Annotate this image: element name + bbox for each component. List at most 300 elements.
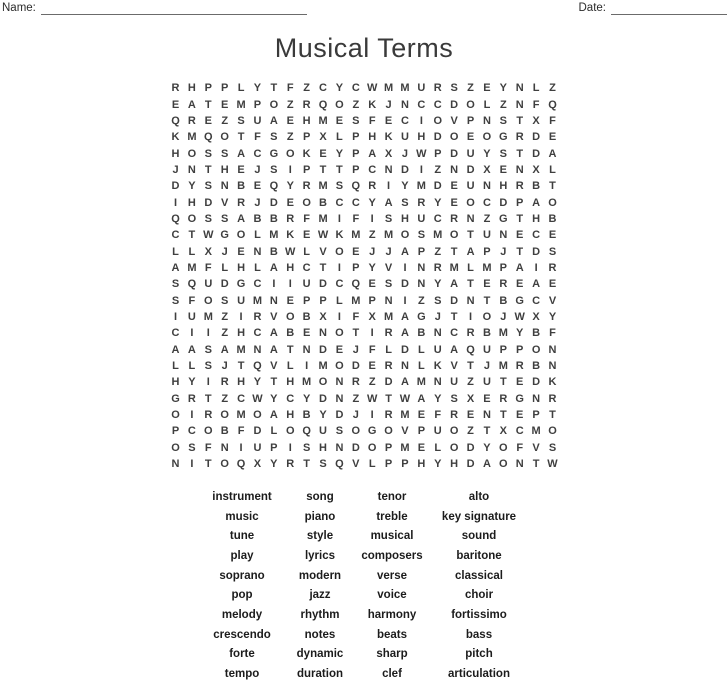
grid-letter: N — [544, 342, 560, 358]
grid-letter: R — [233, 194, 249, 210]
grid-letter: P — [200, 80, 216, 96]
word-list-item: beats — [353, 625, 431, 645]
grid-letter: R — [364, 178, 380, 194]
grid-letter: P — [397, 456, 413, 472]
grid-letter: N — [413, 276, 429, 292]
grid-letter: E — [446, 178, 462, 194]
grid-letter: E — [512, 374, 528, 390]
grid-letter: L — [184, 243, 200, 259]
grid-letter: H — [233, 374, 249, 390]
grid-letter: J — [216, 243, 232, 259]
grid-letter: S — [348, 113, 364, 129]
grid-letter: E — [298, 227, 314, 243]
grid-letter: B — [479, 325, 495, 341]
word-list-item: instrument — [197, 487, 287, 507]
grid-letter: Q — [544, 96, 560, 112]
grid-letter: O — [266, 96, 282, 112]
grid-letter: O — [446, 129, 462, 145]
grid-letter: A — [397, 243, 413, 259]
grid-letter: T — [233, 358, 249, 374]
grid-letter: F — [298, 211, 314, 227]
grid-letter: U — [479, 227, 495, 243]
grid-letter: J — [495, 243, 511, 259]
grid-letter: D — [430, 178, 446, 194]
grid-letter: M — [184, 129, 200, 145]
grid-letter: U — [249, 440, 265, 456]
grid-letter: D — [495, 194, 511, 210]
grid-letter: G — [233, 276, 249, 292]
grid-letter: N — [167, 456, 183, 472]
grid-letter: U — [298, 276, 314, 292]
grid-letter: A — [184, 342, 200, 358]
grid-letter: E — [544, 276, 560, 292]
grid-letter: N — [331, 391, 347, 407]
word-list-item: harmony — [353, 605, 431, 625]
grid-letter: O — [446, 440, 462, 456]
grid-letter: V — [397, 423, 413, 439]
word-list — [197, 487, 527, 684]
grid-letter: N — [266, 292, 282, 308]
grid-letter: Y — [430, 456, 446, 472]
grid-letter: K — [298, 145, 314, 161]
grid-letter: L — [282, 358, 298, 374]
grid-letter: T — [266, 374, 282, 390]
grid-letter: O — [167, 407, 183, 423]
grid-letter: V — [528, 440, 544, 456]
grid-letter: A — [544, 145, 560, 161]
grid-letter: V — [446, 113, 462, 129]
word-list-item: notes — [287, 625, 353, 645]
grid-letter: I — [298, 358, 314, 374]
grid-letter: S — [216, 145, 232, 161]
grid-letter: H — [495, 178, 511, 194]
grid-letter: A — [397, 374, 413, 390]
grid-letter: M — [495, 358, 511, 374]
grid-letter: C — [397, 113, 413, 129]
grid-letter: I — [380, 178, 396, 194]
grid-letter: C — [249, 325, 265, 341]
grid-letter: A — [266, 260, 282, 276]
word-list-item: dynamic — [287, 645, 353, 665]
grid-letter: R — [544, 260, 560, 276]
grid-letter: A — [446, 276, 462, 292]
grid-letter: Q — [233, 456, 249, 472]
grid-letter: M — [298, 374, 314, 390]
word-list-item: duration — [287, 664, 353, 684]
grid-letter: C — [446, 325, 462, 341]
grid-letter: S — [446, 391, 462, 407]
grid-letter: U — [462, 178, 478, 194]
grid-letter: P — [495, 342, 511, 358]
grid-letter: S — [430, 292, 446, 308]
grid-letter: M — [380, 309, 396, 325]
grid-letter: I — [282, 276, 298, 292]
grid-letter: Q — [462, 342, 478, 358]
grid-letter: H — [233, 260, 249, 276]
grid-letter: H — [413, 129, 429, 145]
grid-letter: M — [397, 440, 413, 456]
grid-letter: L — [184, 358, 200, 374]
grid-letter: B — [249, 211, 265, 227]
grid-letter: F — [528, 96, 544, 112]
grid-letter: T — [544, 407, 560, 423]
grid-letter: T — [462, 227, 478, 243]
grid-letter: T — [266, 80, 282, 96]
grid-letter: O — [216, 407, 232, 423]
grid-letter: F — [512, 440, 528, 456]
grid-letter: V — [446, 358, 462, 374]
grid-letter: D — [528, 243, 544, 259]
word-list-item: modern — [287, 566, 353, 586]
grid-letter: D — [528, 374, 544, 390]
word-list-item: articulation — [431, 664, 527, 684]
grid-letter: N — [495, 227, 511, 243]
grid-letter: A — [167, 342, 183, 358]
grid-letter: E — [413, 440, 429, 456]
grid-letter: S — [544, 243, 560, 259]
grid-letter: I — [167, 309, 183, 325]
grid-letter: W — [413, 145, 429, 161]
grid-letter: E — [479, 391, 495, 407]
grid-letter: F — [348, 309, 364, 325]
grid-letter: Y — [397, 178, 413, 194]
grid-letter: Y — [364, 194, 380, 210]
grid-letter: J — [380, 96, 396, 112]
grid-letter: U — [233, 292, 249, 308]
word-list-item: music — [197, 507, 287, 527]
grid-letter: R — [462, 325, 478, 341]
grid-letter: Y — [184, 178, 200, 194]
grid-letter: D — [266, 194, 282, 210]
grid-letter: G — [364, 423, 380, 439]
grid-letter: R — [512, 129, 528, 145]
grid-letter: Y — [479, 440, 495, 456]
grid-letter: N — [512, 96, 528, 112]
grid-letter: I — [184, 456, 200, 472]
grid-letter: E — [249, 178, 265, 194]
grid-letter: H — [216, 162, 232, 178]
word-search-grid — [167, 80, 560, 472]
grid-letter: K — [167, 129, 183, 145]
grid-letter: V — [544, 292, 560, 308]
grid-letter: C — [249, 276, 265, 292]
grid-letter: N — [298, 342, 314, 358]
grid-letter: S — [446, 80, 462, 96]
grid-letter: A — [380, 194, 396, 210]
name-blank-line — [41, 3, 307, 15]
grid-letter: E — [512, 227, 528, 243]
word-list-item: treble — [353, 507, 431, 527]
grid-letter: E — [233, 162, 249, 178]
grid-letter: J — [249, 194, 265, 210]
word-list-item: jazz — [287, 585, 353, 605]
grid-letter: P — [528, 407, 544, 423]
word-list-item: piano — [287, 507, 353, 527]
grid-letter: L — [380, 342, 396, 358]
grid-letter: G — [512, 292, 528, 308]
grid-letter: G — [512, 391, 528, 407]
grid-letter: Z — [430, 162, 446, 178]
grid-letter: C — [282, 391, 298, 407]
grid-letter: N — [462, 292, 478, 308]
grid-letter: N — [479, 113, 495, 129]
grid-letter: Y — [512, 325, 528, 341]
grid-letter: N — [446, 162, 462, 178]
grid-letter: H — [167, 145, 183, 161]
grid-letter: O — [184, 145, 200, 161]
grid-letter: R — [446, 211, 462, 227]
grid-letter: D — [200, 194, 216, 210]
grid-letter: J — [167, 162, 183, 178]
grid-letter: B — [266, 243, 282, 259]
grid-letter: D — [315, 342, 331, 358]
grid-letter: R — [282, 456, 298, 472]
grid-letter: Q — [167, 211, 183, 227]
grid-letter: N — [512, 162, 528, 178]
grid-letter: R — [512, 178, 528, 194]
grid-letter: H — [282, 260, 298, 276]
grid-letter: E — [282, 113, 298, 129]
grid-letter: Q — [184, 276, 200, 292]
grid-letter: R — [430, 80, 446, 96]
grid-letter: D — [446, 292, 462, 308]
grid-letter: D — [348, 358, 364, 374]
grid-letter: P — [364, 292, 380, 308]
grid-letter: P — [380, 440, 396, 456]
grid-letter: C — [430, 96, 446, 112]
grid-letter: A — [266, 342, 282, 358]
grid-letter: I — [364, 407, 380, 423]
grid-letter: Q — [348, 276, 364, 292]
grid-letter: O — [331, 358, 347, 374]
grid-letter: T — [495, 374, 511, 390]
word-list-item: musical — [353, 526, 431, 546]
grid-letter: D — [315, 276, 331, 292]
grid-letter: E — [298, 325, 314, 341]
grid-letter: D — [380, 374, 396, 390]
grid-letter: D — [397, 276, 413, 292]
grid-letter: T — [446, 243, 462, 259]
grid-letter: T — [298, 456, 314, 472]
grid-letter: B — [282, 325, 298, 341]
grid-letter: E — [364, 358, 380, 374]
grid-letter: B — [528, 325, 544, 341]
grid-letter: R — [446, 407, 462, 423]
grid-letter: A — [479, 456, 495, 472]
word-list-item: forte — [197, 645, 287, 665]
grid-letter: T — [282, 342, 298, 358]
grid-letter: M — [315, 358, 331, 374]
grid-letter: D — [462, 440, 478, 456]
grid-letter: T — [380, 391, 396, 407]
grid-letter: Y — [430, 391, 446, 407]
grid-letter: N — [397, 96, 413, 112]
grid-letter: Q — [200, 129, 216, 145]
grid-letter: P — [380, 456, 396, 472]
grid-letter: S — [495, 113, 511, 129]
grid-letter: R — [512, 358, 528, 374]
word-list-item: rhythm — [287, 605, 353, 625]
grid-letter: X — [528, 309, 544, 325]
grid-letter: O — [216, 456, 232, 472]
grid-letter: M — [233, 407, 249, 423]
grid-letter: A — [233, 211, 249, 227]
grid-letter: A — [446, 342, 462, 358]
grid-letter: L — [331, 129, 347, 145]
grid-letter: D — [462, 162, 478, 178]
word-list-item: style — [287, 526, 353, 546]
grid-letter: O — [462, 194, 478, 210]
grid-letter: Z — [348, 391, 364, 407]
grid-letter: L — [266, 423, 282, 439]
grid-letter: J — [249, 162, 265, 178]
grid-letter: B — [544, 211, 560, 227]
grid-letter: P — [512, 342, 528, 358]
grid-letter: Q — [315, 96, 331, 112]
grid-letter: N — [249, 243, 265, 259]
grid-letter: A — [397, 325, 413, 341]
grid-letter: P — [298, 162, 314, 178]
grid-letter: A — [462, 243, 478, 259]
grid-letter: N — [380, 162, 396, 178]
grid-letter: N — [216, 178, 232, 194]
grid-letter: I — [528, 260, 544, 276]
grid-letter: H — [364, 129, 380, 145]
grid-letter: B — [528, 178, 544, 194]
word-list-item: tune — [197, 526, 287, 546]
grid-letter: M — [315, 178, 331, 194]
word-list-item: choir — [431, 585, 527, 605]
grid-letter: E — [462, 407, 478, 423]
grid-letter: A — [512, 260, 528, 276]
grid-letter: O — [479, 309, 495, 325]
grid-letter: G — [167, 391, 183, 407]
grid-letter: C — [348, 194, 364, 210]
grid-letter: P — [348, 162, 364, 178]
grid-letter: O — [315, 374, 331, 390]
grid-letter: M — [479, 260, 495, 276]
grid-letter: P — [249, 96, 265, 112]
grid-letter: C — [167, 227, 183, 243]
grid-letter: O — [446, 423, 462, 439]
grid-letter: S — [380, 276, 396, 292]
word-list-item: crescendo — [197, 625, 287, 645]
grid-letter: H — [184, 194, 200, 210]
grid-letter: Z — [364, 374, 380, 390]
grid-letter: T — [315, 260, 331, 276]
word-list-item: voice — [353, 585, 431, 605]
grid-letter: M — [413, 374, 429, 390]
grid-letter: P — [413, 423, 429, 439]
grid-letter: L — [216, 260, 232, 276]
grid-letter: U — [462, 145, 478, 161]
grid-letter: Z — [364, 227, 380, 243]
grid-letter: D — [315, 391, 331, 407]
grid-letter: Z — [413, 292, 429, 308]
grid-letter: Q — [331, 456, 347, 472]
grid-letter: M — [233, 342, 249, 358]
grid-letter: U — [430, 342, 446, 358]
grid-letter: W — [364, 391, 380, 407]
grid-letter: I — [331, 309, 347, 325]
grid-letter: H — [528, 211, 544, 227]
grid-letter: N — [331, 374, 347, 390]
grid-letter: V — [216, 194, 232, 210]
grid-letter: B — [266, 211, 282, 227]
grid-letter: M — [348, 292, 364, 308]
grid-letter: R — [167, 80, 183, 96]
grid-letter: X — [315, 309, 331, 325]
word-list-item: sound — [431, 526, 527, 546]
grid-letter: D — [528, 145, 544, 161]
grid-letter: H — [446, 456, 462, 472]
grid-letter: Z — [348, 96, 364, 112]
grid-letter: R — [380, 358, 396, 374]
grid-letter: U — [200, 276, 216, 292]
word-list-item: song — [287, 487, 353, 507]
grid-letter: Z — [216, 113, 232, 129]
grid-letter: Z — [216, 309, 232, 325]
grid-letter: O — [167, 440, 183, 456]
grid-letter: I — [413, 113, 429, 129]
grid-letter: B — [495, 292, 511, 308]
grid-letter: J — [348, 342, 364, 358]
grid-letter: U — [479, 342, 495, 358]
grid-letter: O — [397, 227, 413, 243]
grid-letter: O — [364, 440, 380, 456]
grid-letter: P — [298, 292, 314, 308]
grid-letter: T — [544, 178, 560, 194]
grid-letter: S — [216, 211, 232, 227]
grid-letter: E — [282, 194, 298, 210]
grid-letter: T — [348, 325, 364, 341]
grid-letter: J — [216, 358, 232, 374]
grid-letter: S — [315, 456, 331, 472]
grid-letter: C — [528, 227, 544, 243]
grid-letter: N — [430, 325, 446, 341]
grid-letter: D — [216, 276, 232, 292]
grid-letter: Y — [430, 194, 446, 210]
grid-letter: G — [495, 211, 511, 227]
grid-letter: L — [249, 227, 265, 243]
grid-letter: E — [380, 113, 396, 129]
grid-letter: Y — [495, 80, 511, 96]
grid-letter: R — [544, 391, 560, 407]
word-list-item: melody — [197, 605, 287, 625]
grid-letter: T — [315, 162, 331, 178]
grid-letter: S — [200, 145, 216, 161]
grid-letter: D — [528, 129, 544, 145]
grid-letter: C — [364, 162, 380, 178]
grid-letter: I — [397, 260, 413, 276]
grid-letter: I — [200, 325, 216, 341]
grid-letter: Y — [364, 260, 380, 276]
grid-letter: N — [544, 358, 560, 374]
grid-letter: O — [495, 456, 511, 472]
grid-letter: X — [200, 243, 216, 259]
grid-letter: S — [397, 194, 413, 210]
grid-letter: N — [430, 374, 446, 390]
grid-letter: T — [512, 211, 528, 227]
grid-letter: P — [348, 129, 364, 145]
grid-letter: Y — [315, 407, 331, 423]
grid-letter: T — [446, 309, 462, 325]
grid-letter: P — [315, 292, 331, 308]
grid-letter: L — [298, 243, 314, 259]
grid-letter: D — [167, 178, 183, 194]
grid-letter: E — [348, 243, 364, 259]
grid-letter: X — [315, 129, 331, 145]
